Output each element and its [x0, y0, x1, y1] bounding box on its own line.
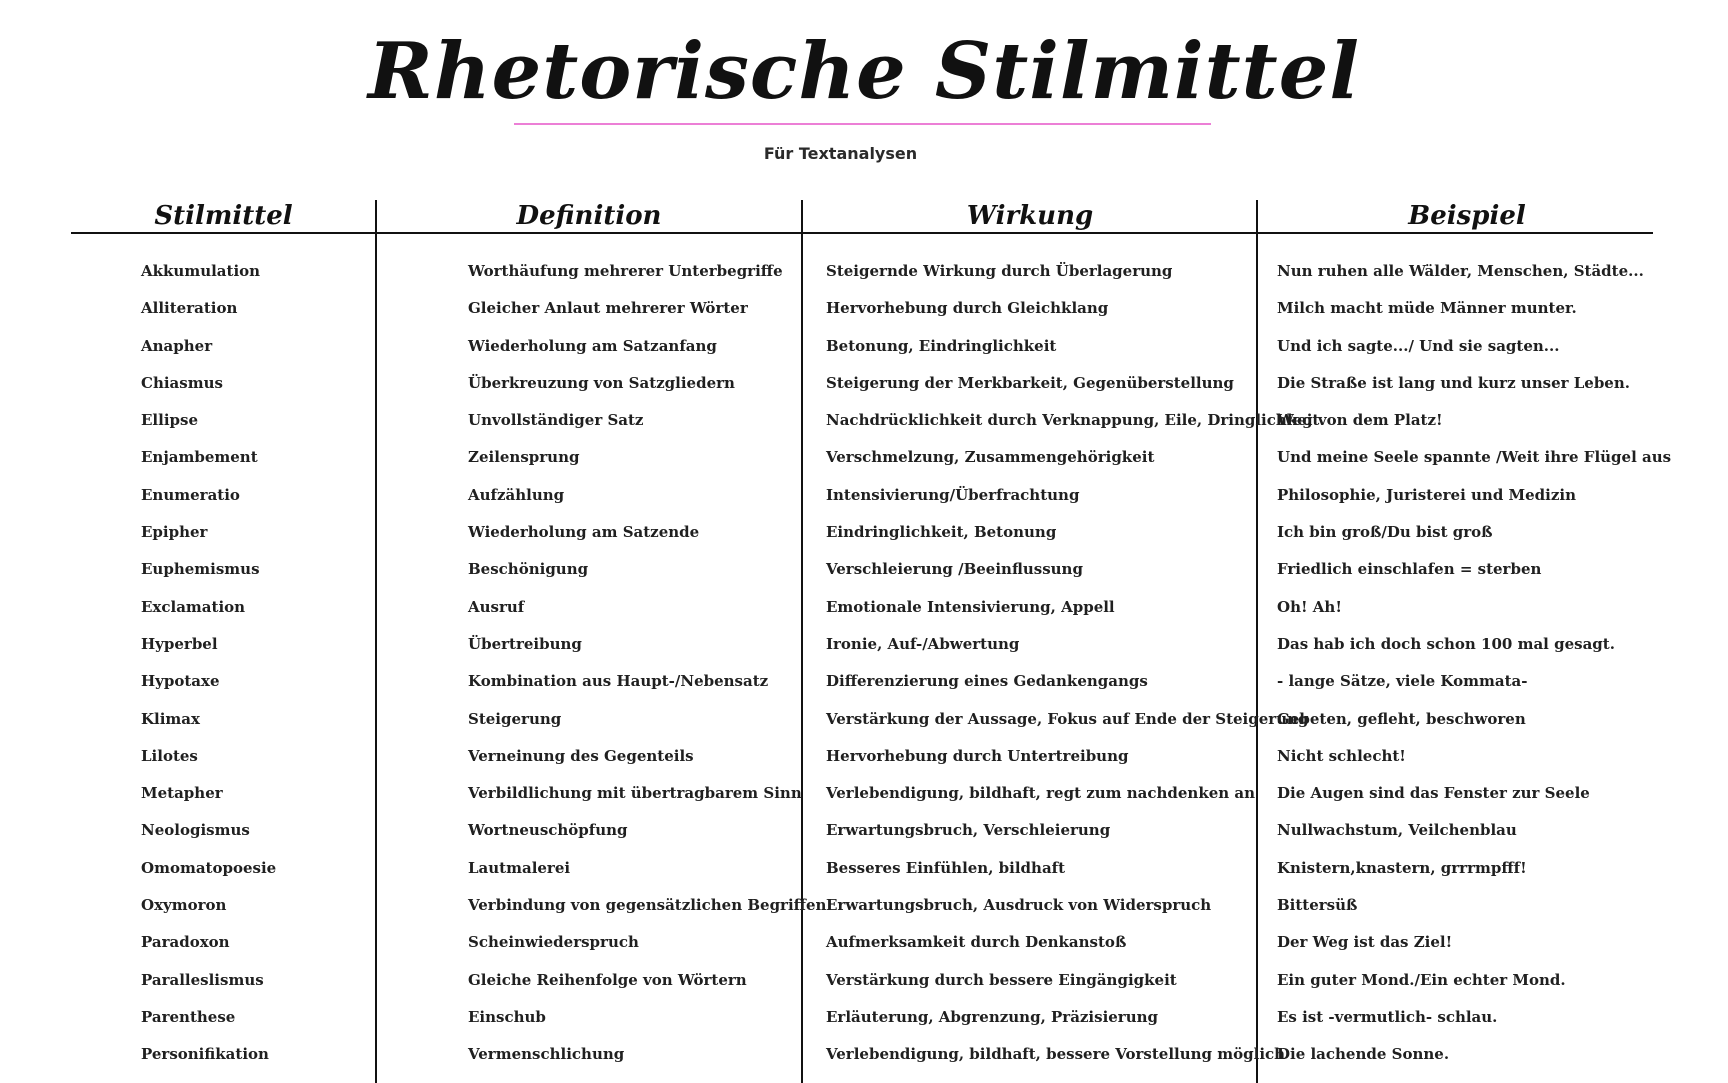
column-stilmittel [141, 258, 276, 1079]
cell-beispiel: Friedlich einschlafen = sterben [1277, 560, 1542, 579]
page-subtitle: Für Textanalysen [763, 144, 918, 163]
cell-definition: Scheinwiederspruch [468, 933, 639, 952]
cell-wirkung: Ironie, Auf-/Abwertung [826, 634, 1020, 653]
column-divider [375, 200, 377, 1083]
header-stilmittel: Stilmittel [154, 201, 293, 231]
cell-beispiel: Es ist -vermutlich- schlau. [1277, 1007, 1498, 1026]
cell-stilmittel: Paralleslismus [141, 970, 264, 989]
cell-stilmittel: Epipher [141, 523, 208, 542]
cell-beispiel: - lange Sätze, viele Kommata- [1277, 672, 1528, 691]
cell-wirkung: Verlebendigung, bildhaft, bessere Vorstellung möglich [826, 1045, 1286, 1064]
cell-definition: Verneinung des Gegenteils [468, 746, 694, 765]
cell-wirkung: Verschleierung /Beeinflussung [826, 560, 1083, 579]
cell-beispiel: Und meine Seele spannte /Weit ihre Flügel aus [1277, 448, 1672, 467]
header-rule [71, 232, 1653, 234]
cell-wirkung: Verschmelzung, Zusammengehörigkeit [826, 448, 1155, 467]
cell-wirkung: Verstärkung der Aussage, Fokus auf Ende der Steigerung [826, 709, 1309, 728]
title-underline [514, 123, 1211, 125]
cell-definition: Beschönigung [468, 560, 589, 579]
cell-definition: Gleicher Anlaut mehrerer Wörter [468, 299, 748, 318]
page-title: Rhetorische Stilmittel [368, 26, 1360, 117]
cell-stilmittel: Omomatopoesie [141, 858, 277, 877]
cell-definition: Zeilensprung [468, 448, 580, 467]
cell-stilmittel: Alliteration [141, 299, 238, 318]
cell-beispiel: Bittersüß [1277, 896, 1358, 915]
cell-beispiel: Der Weg ist das Ziel! [1277, 933, 1453, 952]
cell-stilmittel: Hypotaxe [141, 672, 220, 691]
cell-stilmittel: Neologismus [141, 821, 250, 840]
cell-wirkung: Hervorhebung durch Gleichklang [826, 299, 1109, 318]
cell-stilmittel: Enjambement [141, 448, 258, 467]
cell-beispiel: Oh! Ah! [1277, 597, 1342, 616]
header-beispiel: Beispiel [1408, 201, 1526, 231]
cell-wirkung: Besseres Einfühlen, bildhaft [826, 858, 1066, 877]
cell-beispiel: Die Augen sind das Fenster zur Seele [1277, 784, 1590, 803]
cell-stilmittel: Akkumulation [141, 262, 261, 280]
cell-wirkung: Verstärkung durch bessere Eingängigkeit [826, 970, 1177, 989]
cell-stilmittel: Anapher [141, 336, 213, 355]
cell-wirkung: Steigernde Wirkung durch Überlagerung [826, 262, 1173, 280]
cell-beispiel: Und ich sagte.../ Und sie sagten... [1277, 336, 1560, 355]
cell-definition: Einschub [468, 1007, 546, 1026]
cell-beispiel: Nullwachstum, Veilchenblau [1277, 821, 1517, 840]
cell-beispiel: Gebeten, gefleht, beschworen [1277, 709, 1526, 728]
cell-stilmittel: Personifikation [141, 1045, 269, 1064]
cell-wirkung: Erwartungsbruch, Verschleierung [826, 821, 1111, 840]
cell-beispiel: Nicht schlecht! [1277, 746, 1406, 765]
cell-definition: Worthäufung mehrerer Unterbegriffe [468, 262, 783, 280]
cell-beispiel: Philosophie, Juristerei und Medizin [1277, 485, 1576, 504]
cell-definition: Gleiche Reihenfolge von Wörtern [468, 970, 747, 989]
cell-wirkung: Steigerung der Merkbarkeit, Gegenüberstellung [826, 373, 1234, 392]
cell-stilmittel: Enumeratio [141, 485, 240, 504]
cell-beispiel: Nun ruhen alle Wälder, Menschen, Städte... [1277, 262, 1644, 280]
cell-stilmittel: Euphemismus [141, 560, 260, 579]
column-beispiel [1277, 258, 1671, 1079]
cell-stilmittel: Klimax [141, 709, 200, 728]
cell-definition: Kombination aus Haupt-/Nebensatz [468, 672, 769, 691]
cell-stilmittel: Chiasmus [141, 373, 223, 392]
cell-wirkung: Erwartungsbruch, Ausdruck von Widerspruch [826, 896, 1212, 915]
column-definition [468, 258, 826, 1079]
column-wirkung [826, 258, 1319, 1079]
cell-definition: Lautmalerei [468, 858, 571, 877]
cell-wirkung: Aufmerksamkeit durch Denkanstoß [826, 933, 1127, 952]
cell-wirkung: Nachdrücklichkeit durch Verknappung, Eile, Dringlichkeit [826, 411, 1320, 430]
cell-stilmittel: Ellipse [141, 411, 199, 430]
cell-definition: Unvollständiger Satz [468, 411, 644, 430]
cell-definition: Steigerung [468, 709, 562, 728]
cell-definition: Vermenschlichung [468, 1045, 625, 1064]
cell-stilmittel: Hyperbel [141, 634, 218, 653]
cell-definition: Verbindung von gegensätzlichen Begriffen [468, 896, 827, 915]
cell-wirkung: Differenzierung eines Gedankengangs [826, 672, 1148, 691]
cell-definition: Ausruf [468, 597, 525, 616]
header-definition: Definition [516, 201, 662, 231]
cell-stilmittel: Oxymoron [141, 896, 227, 915]
cell-wirkung: Emotionale Intensivierung, Appell [826, 597, 1115, 616]
cell-beispiel: Knistern,knastern, grrrmpfff! [1277, 858, 1527, 877]
cell-definition: Wortneuschöpfung [468, 821, 628, 840]
cell-beispiel: Weg von dem Platz! [1277, 411, 1443, 430]
cell-wirkung: Betonung, Eindringlichkeit [826, 336, 1057, 355]
cell-stilmittel: Paradoxon [141, 933, 230, 952]
cell-stilmittel: Metapher [141, 784, 223, 803]
cell-beispiel: Die lachende Sonne. [1277, 1045, 1450, 1064]
cell-beispiel: Ein guter Mond./Ein echter Mond. [1277, 970, 1566, 989]
cell-beispiel: Das hab ich doch schon 100 mal gesagt. [1277, 634, 1615, 653]
header-wirkung: Wirkung [966, 201, 1094, 231]
cell-wirkung: Intensivierung/Überfrachtung [826, 485, 1080, 504]
cell-definition: Wiederholung am Satzanfang [468, 336, 717, 355]
cell-definition: Übertreibung [468, 634, 582, 653]
cell-stilmittel: Exclamation [141, 597, 246, 616]
cell-definition: Verbildlichung mit übertragbarem Sinn [468, 784, 802, 803]
cell-definition: Überkreuzung von Satzgliedern [468, 373, 735, 392]
cell-wirkung: Erläuterung, Abgrenzung, Präzisierung [826, 1007, 1159, 1026]
cell-wirkung: Hervorhebung durch Untertreibung [826, 746, 1129, 765]
cell-beispiel: Ich bin groß/Du bist groß [1277, 523, 1493, 542]
cell-stilmittel: Lilotes [141, 746, 198, 765]
cell-definition: Wiederholung am Satzende [468, 523, 700, 542]
cell-wirkung: Verlebendigung, bildhaft, regt zum nachdenken an [826, 784, 1256, 803]
cell-wirkung: Eindringlichkeit, Betonung [826, 523, 1057, 542]
cell-stilmittel: Parenthese [141, 1007, 236, 1026]
cell-beispiel: Milch macht müde Männer munter. [1277, 299, 1577, 318]
cell-beispiel: Die Straße ist lang und kurz unser Leben. [1277, 373, 1630, 392]
cell-definition: Aufzählung [468, 485, 565, 504]
